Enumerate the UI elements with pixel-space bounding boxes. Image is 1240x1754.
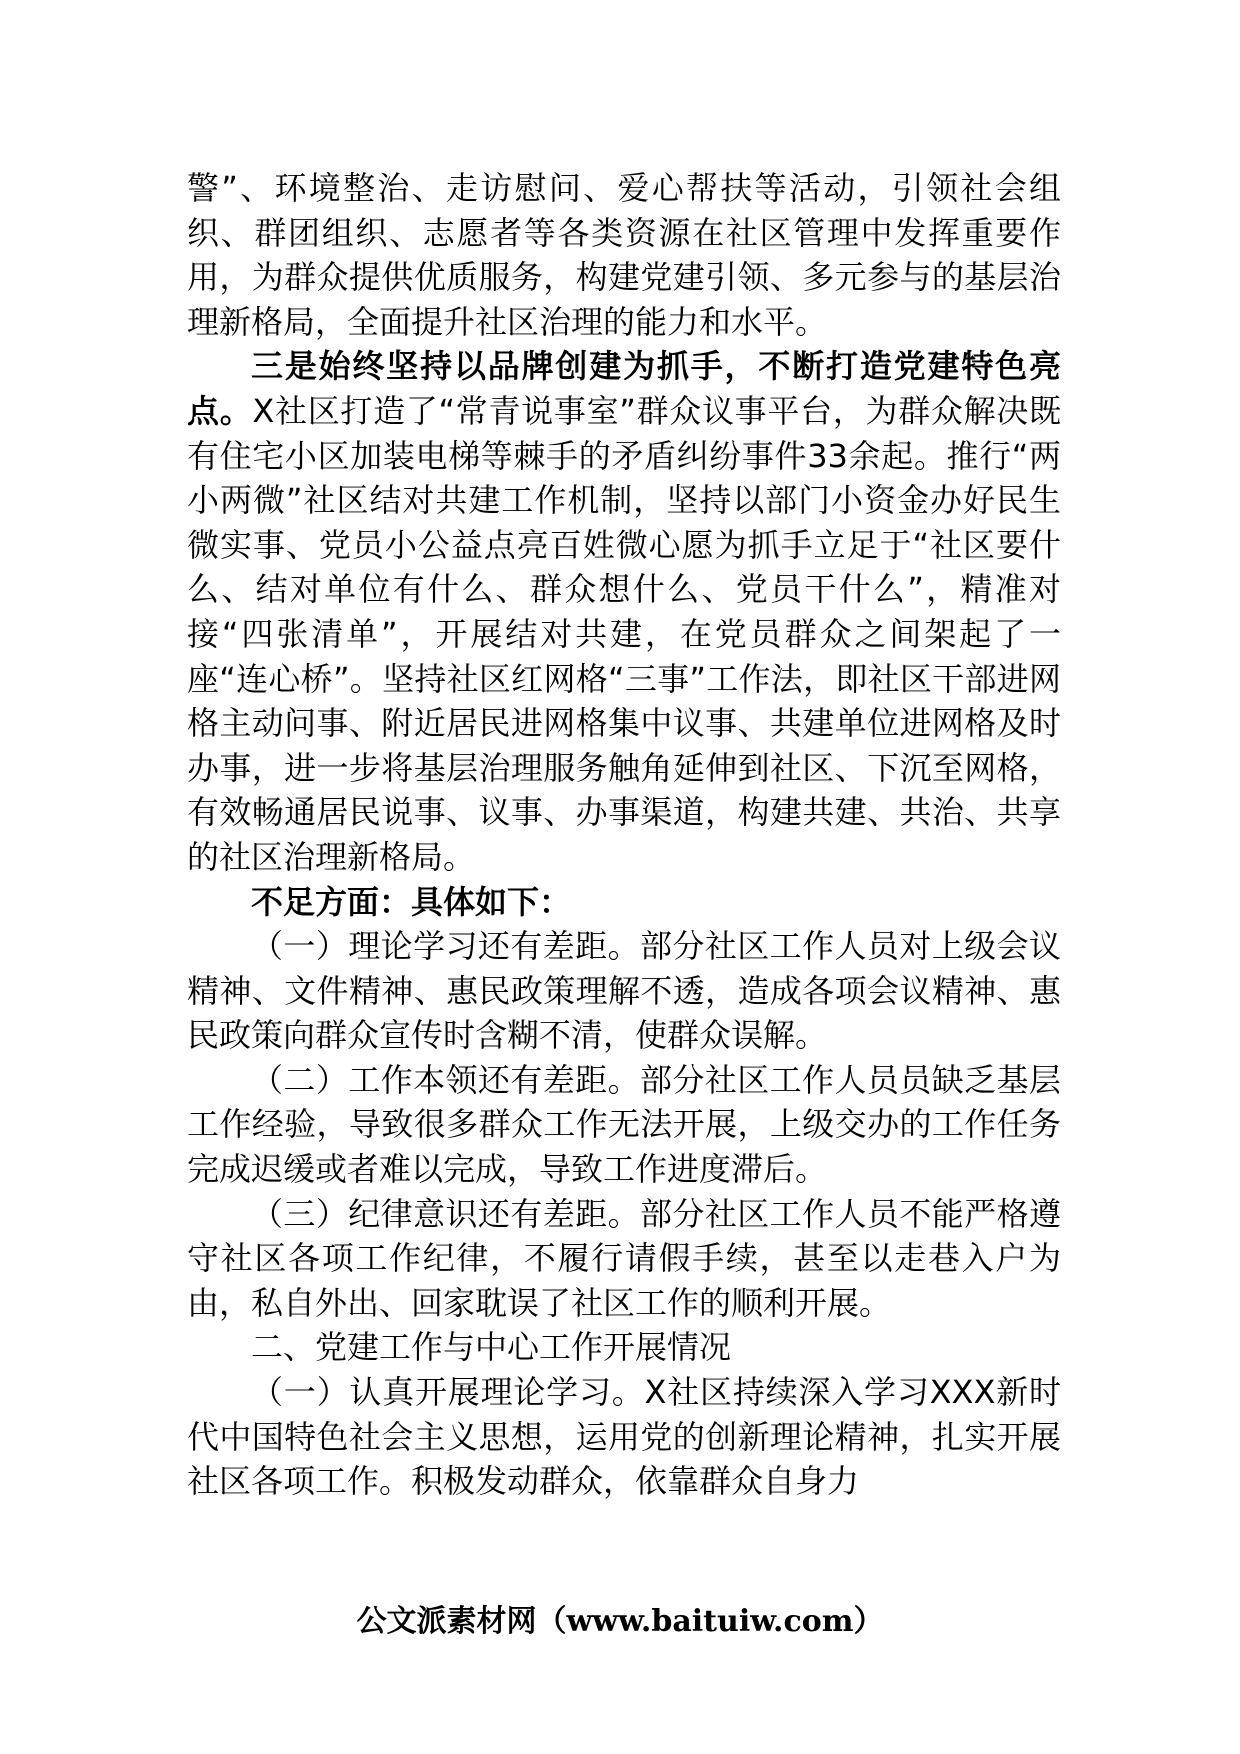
shortcoming-theory: （一）理论学习还有差距。部分社区工作人员对上级会议精神、文件精神、惠民政策理解不透，造成各项会议精神、惠民政策向群众宣传时含糊不清，使群众误解。: [187, 927, 1061, 1055]
paragraph-continuation: 警”、环境整治、走访慰问、爱心帮扶等活动，引领社会组织、群团组织、志愿者等各类资源在社区管理中发挥重要作用，为群众提供优质服务，构建党建引领、多元参与的基层治理新格局，全面提升社区治理的能力和水平。: [187, 169, 1061, 341]
section-heading: 二、党建工作与中心工作开展情况: [251, 1328, 732, 1367]
shortcomings-heading: 不足方面：具体如下：: [251, 882, 572, 921]
paragraph-brand-building: [187, 344, 1061, 879]
shortcoming-discipline: （三）纪律意识还有差距。部分社区工作人员不能严格遵守社区各项工作纪律，不履行请假手续，甚至以走巷入户为由，私自外出、回家耽误了社区工作的顺利开展。: [187, 1194, 1061, 1322]
paragraph-theory-study: （一）认真开展理论学习。X社区持续深入学习XXX新时代中国特色社会主义思想，运用党的创新理论精神，扎实开展社区各项工作。积极发动群众，依靠群众自身力: [187, 1373, 1061, 1501]
paragraph-heading-bold: 三是始终坚持以品牌创建为抓手，不断打造党建特色亮点。: [187, 347, 1061, 430]
shortcoming-skills: （二）工作本领还有差距。部分社区工作人员员缺乏基层工作经验，导致很多群众工作无法开展，上级交办的工作任务完成迟缓或者难以完成，导致工作进度滞后。: [187, 1060, 1061, 1189]
paragraph-body: X社区打造了“常青说事室”群众议事平台，为群众解决既有住宅小区加装电梯等棘手的矛盾纠纷事件33余起。推行“两小两微”社区结对共建工作机制，坚持以部门小资金办好民生微实事、党员小公益点亮百姓微心愿为抓手立足于“社区要什么、结对单位有什么、群众想什么、党员干什么”，精准对接“四张清单”，开展结对共建，在党员群众之间架起了一座“连心桥”。坚持社区红网格“三事”工作法，即社区干部进网格主动问事、附近居民进网格集中议事、共建单位进网格及时办事，进一步将基层治理服务触角延伸到社区、下沉至网格，有效畅通居民说事、议事、办事渠道，构建共建、共治、共享的社区治理新格局。: [187, 391, 1061, 876]
footer-watermark: 公文派素材网（www.baituiw.com）: [356, 1604, 884, 1639]
document-body: [187, 166, 1061, 1504]
